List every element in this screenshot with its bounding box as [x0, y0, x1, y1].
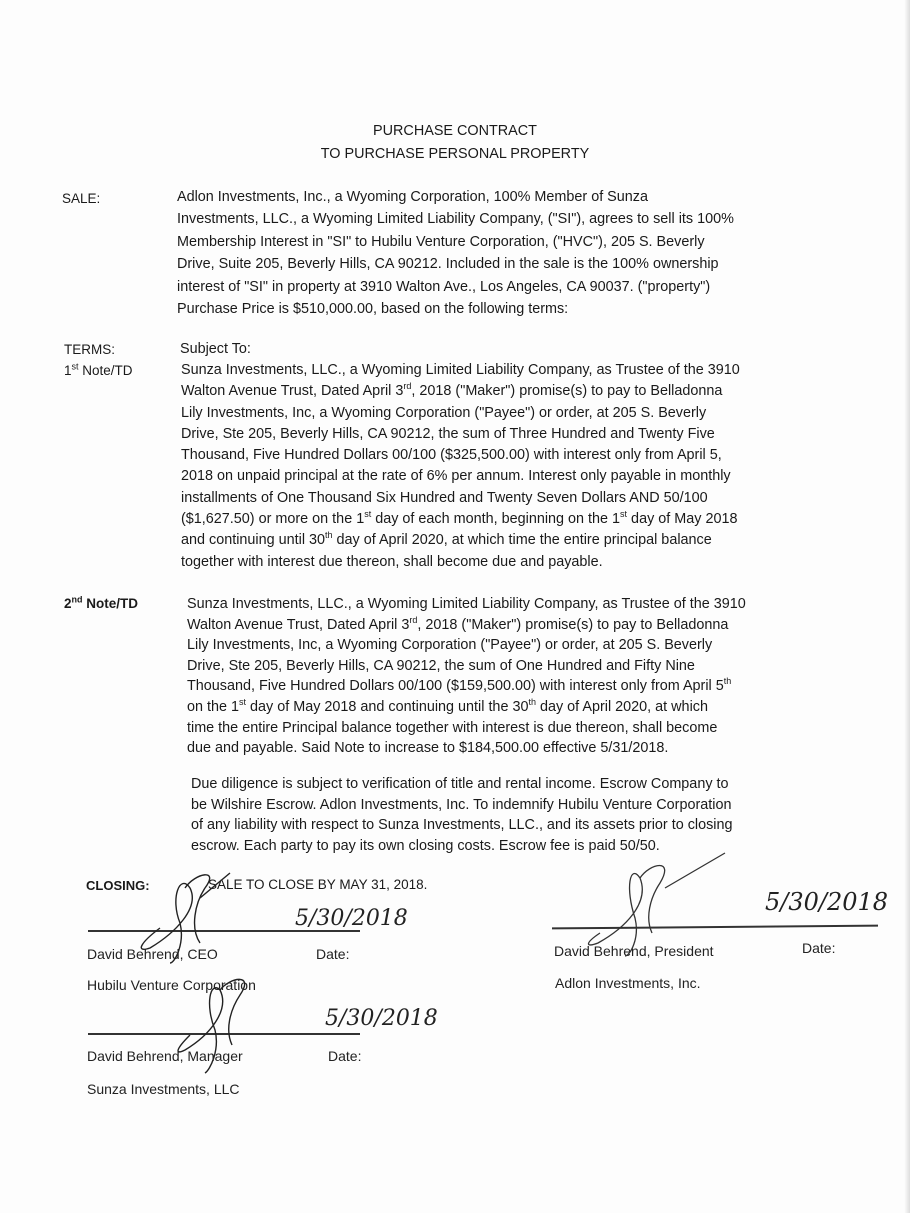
superscript: st — [71, 361, 79, 372]
text-segment: ($1,627.50) or more on the 1 — [181, 511, 365, 528]
text-line — [187, 594, 746, 615]
text-segment: Lily Investments, Inc, a Wyoming Corporation ("Payee") or order, at 205 S. Beverly — [181, 404, 707, 421]
text-line — [191, 836, 733, 857]
svg-text:5/30/2018: 5/30/2018 — [765, 888, 889, 916]
text-segment: on the 1 — [187, 698, 240, 715]
scan-edge — [904, 0, 910, 1213]
handwritten-date-manager — [320, 995, 438, 1045]
text-line — [187, 615, 746, 636]
document-title: PURCHASE CONTRACT — [373, 123, 537, 139]
signer-name-ceo: David Behrend, CEO — [87, 946, 218, 962]
text-line — [181, 509, 740, 530]
text-line — [181, 552, 740, 573]
superscript: th — [528, 697, 536, 708]
second-note-label — [64, 595, 138, 613]
text-segment: Note/TD — [78, 363, 133, 378]
text-segment: 2018 on unpaid principal at the rate of 6% per annum. Interest only payable in monthly — [181, 468, 731, 485]
text-line — [181, 381, 740, 402]
text-segment: 2 — [64, 596, 72, 611]
first-note-paragraph — [181, 360, 740, 573]
second-note-paragraph — [187, 594, 746, 759]
company-adlon: Adlon Investments, Inc. — [555, 975, 701, 991]
first-note-label — [64, 362, 133, 380]
text-line — [177, 253, 734, 275]
text-segment: time the entire Principal balance together with interest is due thereon, shall become — [187, 719, 718, 736]
text-segment: Lily Investments, Inc, a Wyoming Corporation ("Payee") or order, at 205 S. Beverly — [187, 637, 713, 654]
text-segment: Note/TD — [82, 596, 139, 611]
date-label-ceo: Date: — [316, 946, 350, 962]
svg-text:5/30/2018: 5/30/2018 — [325, 1006, 438, 1031]
handwritten-signature-president — [580, 858, 730, 958]
text-segment: be Wilshire Escrow. Adlon Investments, Inc. To indemnify Hubilu Venture Corporation — [191, 796, 732, 813]
text-segment: together with interest due thereon, shall become due and payable. — [181, 553, 603, 570]
text-line — [181, 488, 740, 509]
text-line — [177, 186, 734, 208]
text-line — [177, 208, 734, 230]
document-subtitle: TO PURCHASE PERSONAL PROPERTY — [320, 146, 590, 162]
text-line — [181, 530, 740, 551]
text-segment: , 2018 ("Maker") promise(s) to pay to Belladonna — [411, 383, 723, 400]
sale-label: SALE: — [62, 191, 101, 206]
text-line — [187, 676, 746, 697]
text-line — [177, 276, 734, 298]
text-line — [187, 656, 746, 677]
superscript: st — [364, 509, 372, 520]
superscript: th — [325, 530, 333, 541]
text-line — [187, 697, 746, 718]
text-line — [187, 738, 746, 759]
text-segment: Thousand, Five Hundred Dollars 00/100 ($159,500.00) with interest only from April 5 — [187, 678, 724, 695]
text-segment: Sunza Investments, LLC., a Wyoming Limited Liability Company, as Trustee of the 3910 — [181, 362, 740, 378]
date-label-president: Date: — [802, 940, 836, 956]
closing-text: SALE TO CLOSE BY MAY 31, 2018. — [208, 877, 428, 892]
text-segment: Adlon Investments, Inc., a Wyoming Corporation, 100% Member of Sunza — [177, 189, 648, 205]
text-line — [187, 635, 746, 656]
superscript: st — [620, 509, 628, 520]
text-segment: 1 — [64, 363, 72, 378]
text-line — [181, 403, 740, 424]
text-line — [187, 718, 746, 739]
text-segment: Walton Avenue Trust, Dated April 3 — [187, 616, 410, 633]
company-hubilu: Hubilu Venture Corporation — [87, 977, 256, 993]
text-line — [181, 360, 740, 381]
handwritten-signature-manager — [170, 975, 260, 1075]
closing-label: CLOSING: — [86, 878, 150, 893]
text-segment: Sunza Investments, LLC., a Wyoming Limited Liability Company, as Trustee of the 3910 — [187, 596, 746, 612]
text-segment: day of each month, beginning on the 1 — [371, 511, 621, 528]
text-segment: escrow. Each party to pay its own closing costs. Escrow fee is paid 50/50. — [191, 837, 660, 854]
handwritten-date-ceo — [290, 895, 408, 945]
superscript: st — [239, 697, 247, 708]
superscript: nd — [71, 594, 83, 605]
text-segment: day of May 2018 — [627, 511, 738, 528]
text-segment: interest of "SI" in property at 3910 Walton Ave., Los Angeles, CA 90037. ("property") — [177, 278, 711, 295]
due-diligence-paragraph — [191, 774, 733, 856]
svg-text:5/30/2018: 5/30/2018 — [295, 906, 408, 931]
text-segment: , 2018 ("Maker") promise(s) to pay to Belladonna — [417, 616, 729, 633]
text-segment: Drive, Suite 205, Beverly Hills, CA 90212. Included in the sale is the 100% ownership — [177, 256, 719, 273]
superscript: th — [723, 676, 732, 687]
superscript: rd — [409, 614, 418, 625]
date-label-manager: Date: — [328, 1048, 362, 1064]
text-segment: and continuing until 30 — [181, 532, 326, 549]
text-segment: installments of One Thousand Six Hundred and Twenty Seven Dollars AND 50/100 — [181, 489, 708, 506]
text-segment: Investments, LLC., a Wyoming Limited Liability Company, ("SI"), agrees to sell its 100% — [177, 211, 734, 228]
superscript: rd — [403, 381, 412, 392]
text-segment: Due diligence is subject to verification of title and rental income. Escrow Company to — [191, 776, 729, 792]
sale-paragraph — [177, 186, 734, 320]
text-line — [177, 231, 734, 253]
text-segment: Membership Interest in "SI" to Hubilu Venture Corporation, ("HVC"), 205 S. Beverly — [177, 233, 705, 250]
text-segment: day of April 2020, at which time the entire principal balance — [332, 532, 712, 549]
company-sunza: Sunza Investments, LLC — [87, 1081, 240, 1097]
signer-name-manager: David Behrend, Manager — [87, 1048, 243, 1064]
signer-name-president: David Behrend, President — [554, 943, 714, 959]
text-segment: day of April 2020, at which — [535, 698, 708, 715]
handwritten-date-president — [760, 878, 889, 928]
text-segment: Drive, Ste 205, Beverly Hills, CA 90212, the sum of Three Hundred and Twenty Five — [181, 425, 715, 442]
text-segment: day of May 2018 and continuing until the 30 — [246, 698, 529, 715]
text-line — [191, 774, 733, 795]
text-line — [191, 795, 733, 816]
text-segment: due and payable. Said Note to increase to $184,500.00 effective 5/31/2018. — [187, 740, 669, 757]
text-segment: Purchase Price is $510,000.00, based on the following terms: — [177, 301, 569, 318]
text-segment: Drive, Ste 205, Beverly Hills, CA 90212, the sum of One Hundred and Fifty Nine — [187, 657, 695, 674]
text-line — [181, 445, 740, 466]
text-segment: Thousand, Five Hundred Dollars 00/100 ($325,500.00) with interest only from April 5, — [181, 447, 722, 464]
text-line — [181, 466, 740, 487]
text-line — [177, 298, 734, 320]
text-line — [181, 424, 740, 445]
terms-label: TERMS: — [64, 342, 116, 357]
text-segment: Walton Avenue Trust, Dated April 3 — [181, 383, 404, 400]
text-line — [191, 815, 733, 836]
text-segment: of any liability with respect to Sunza Investments, LLC., and its assets prior to closing — [191, 817, 733, 834]
handwritten-signature-ceo — [130, 868, 240, 968]
subject-to-label: Subject To: — [180, 341, 251, 357]
